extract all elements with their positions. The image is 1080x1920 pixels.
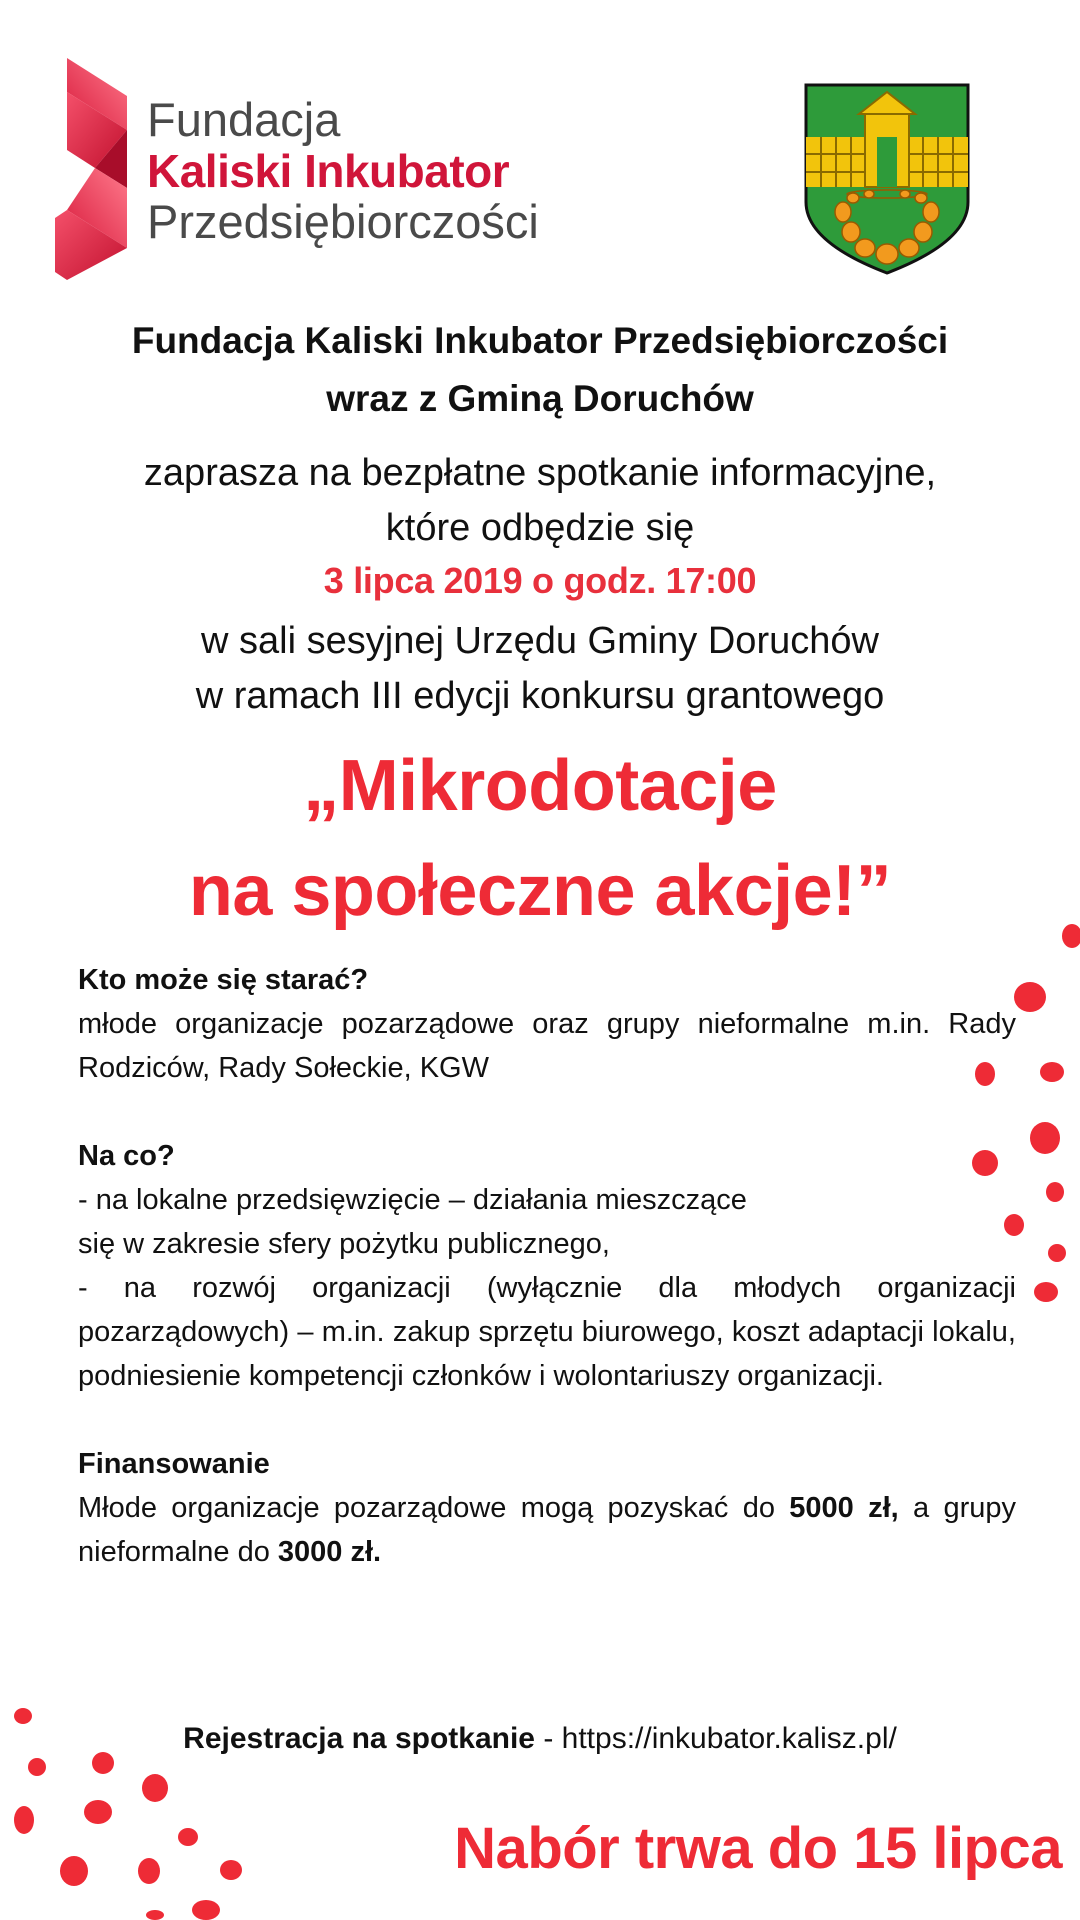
decor-dot bbox=[178, 1828, 198, 1846]
foundation-logo-icon bbox=[55, 58, 145, 280]
what-heading: Na co? bbox=[78, 1140, 175, 1172]
registration-label: Rejestracja na spotkanie bbox=[183, 1722, 535, 1755]
decor-dot bbox=[146, 1910, 164, 1920]
logo-line-1: Fundacja bbox=[147, 93, 341, 146]
decor-dot bbox=[1034, 1282, 1058, 1302]
funding-amount-1: 5000 zł, bbox=[789, 1492, 899, 1524]
funding-text-b: a grupy nieformalne do bbox=[78, 1492, 1017, 1568]
invite-line-1: zaprasza na bezpłatne spotkanie informacyjne, bbox=[143, 452, 937, 494]
place-line-1: w sali sesyjnej Urzędu Gminy Doruchów bbox=[201, 620, 879, 662]
decor-dot bbox=[972, 1150, 998, 1176]
funding-amount-2: 3000 zł. bbox=[277, 1536, 382, 1568]
decor-dot bbox=[1046, 1182, 1064, 1202]
decor-dot bbox=[220, 1860, 242, 1880]
who-text: młode organizacje pozarządowe oraz grupy nieformalne m.in. Rady Rodziców, Rady Sołeckie, KGW bbox=[78, 1008, 1016, 1084]
logo-line-3: Przedsiębiorczości bbox=[147, 195, 539, 248]
info-body bbox=[78, 958, 1016, 1574]
decor-dot bbox=[975, 1062, 995, 1086]
registration-line bbox=[0, 1722, 1080, 1756]
decor-dot bbox=[142, 1774, 168, 1802]
meeting-date: 3 lipca 2019 o godz. 17:00 bbox=[323, 560, 757, 601]
what-item-1b: się w zakresie sfery pożytku publicznego, bbox=[78, 1228, 610, 1260]
decor-dot bbox=[84, 1800, 112, 1824]
decor-dot bbox=[1004, 1214, 1024, 1236]
coat-of-arms-icon bbox=[803, 82, 971, 276]
decor-dot bbox=[92, 1752, 114, 1774]
place-line-2: w ramach III edycji konkursu grantowego bbox=[195, 675, 885, 717]
decor-dot bbox=[60, 1856, 88, 1886]
campaign-title-line-1: „Mikrodotacje bbox=[303, 746, 777, 826]
logo-line-2: Kaliski Inkubator bbox=[147, 145, 510, 197]
heading-line-1: Fundacja Kaliski Inkubator Przedsiębiorczości bbox=[131, 320, 949, 361]
campaign-title-line-2: na społeczne akcje!” bbox=[188, 851, 892, 931]
what-item-2: - na rozwój organizacji (wyłącznie dla młodych organizacji pozarządowych) – m.in. zakup sprzętu biurowego, koszt adaptacji lokalu, podniesienie kompetencji członków i wolontariuszy organizacji. bbox=[78, 1272, 1016, 1392]
registration-separator: - bbox=[534, 1722, 562, 1755]
decor-dot bbox=[1014, 982, 1046, 1012]
registration-link[interactable]: https://inkubator.kalisz.pl/ bbox=[561, 1722, 897, 1755]
foundation-logo bbox=[55, 58, 575, 280]
decor-dot bbox=[28, 1758, 46, 1776]
decor-dot bbox=[1030, 1122, 1060, 1154]
funding-heading: Finansowanie bbox=[78, 1448, 270, 1480]
decor-dot bbox=[1048, 1244, 1066, 1262]
deadline-banner: Nabór trwa do 15 lipca bbox=[454, 1816, 1062, 1881]
decor-dot bbox=[1062, 924, 1080, 948]
decor-dot bbox=[14, 1806, 34, 1834]
decor-dot bbox=[14, 1708, 32, 1724]
decor-dot bbox=[192, 1900, 220, 1920]
decor-dot bbox=[138, 1858, 160, 1884]
invite-line-2: które odbędzie się bbox=[385, 507, 695, 549]
who-heading: Kto może się starać? bbox=[78, 964, 369, 996]
funding-text bbox=[78, 1486, 1016, 1574]
what-item-1a: - na lokalne przedsięwzięcie – działania mieszczące bbox=[78, 1184, 747, 1216]
decor-dot bbox=[1040, 1062, 1064, 1082]
heading-line-2: wraz z Gminą Doruchów bbox=[326, 378, 754, 419]
funding-text-a: Młode organizacje pozarządowe mogą pozyskać do bbox=[78, 1492, 790, 1524]
